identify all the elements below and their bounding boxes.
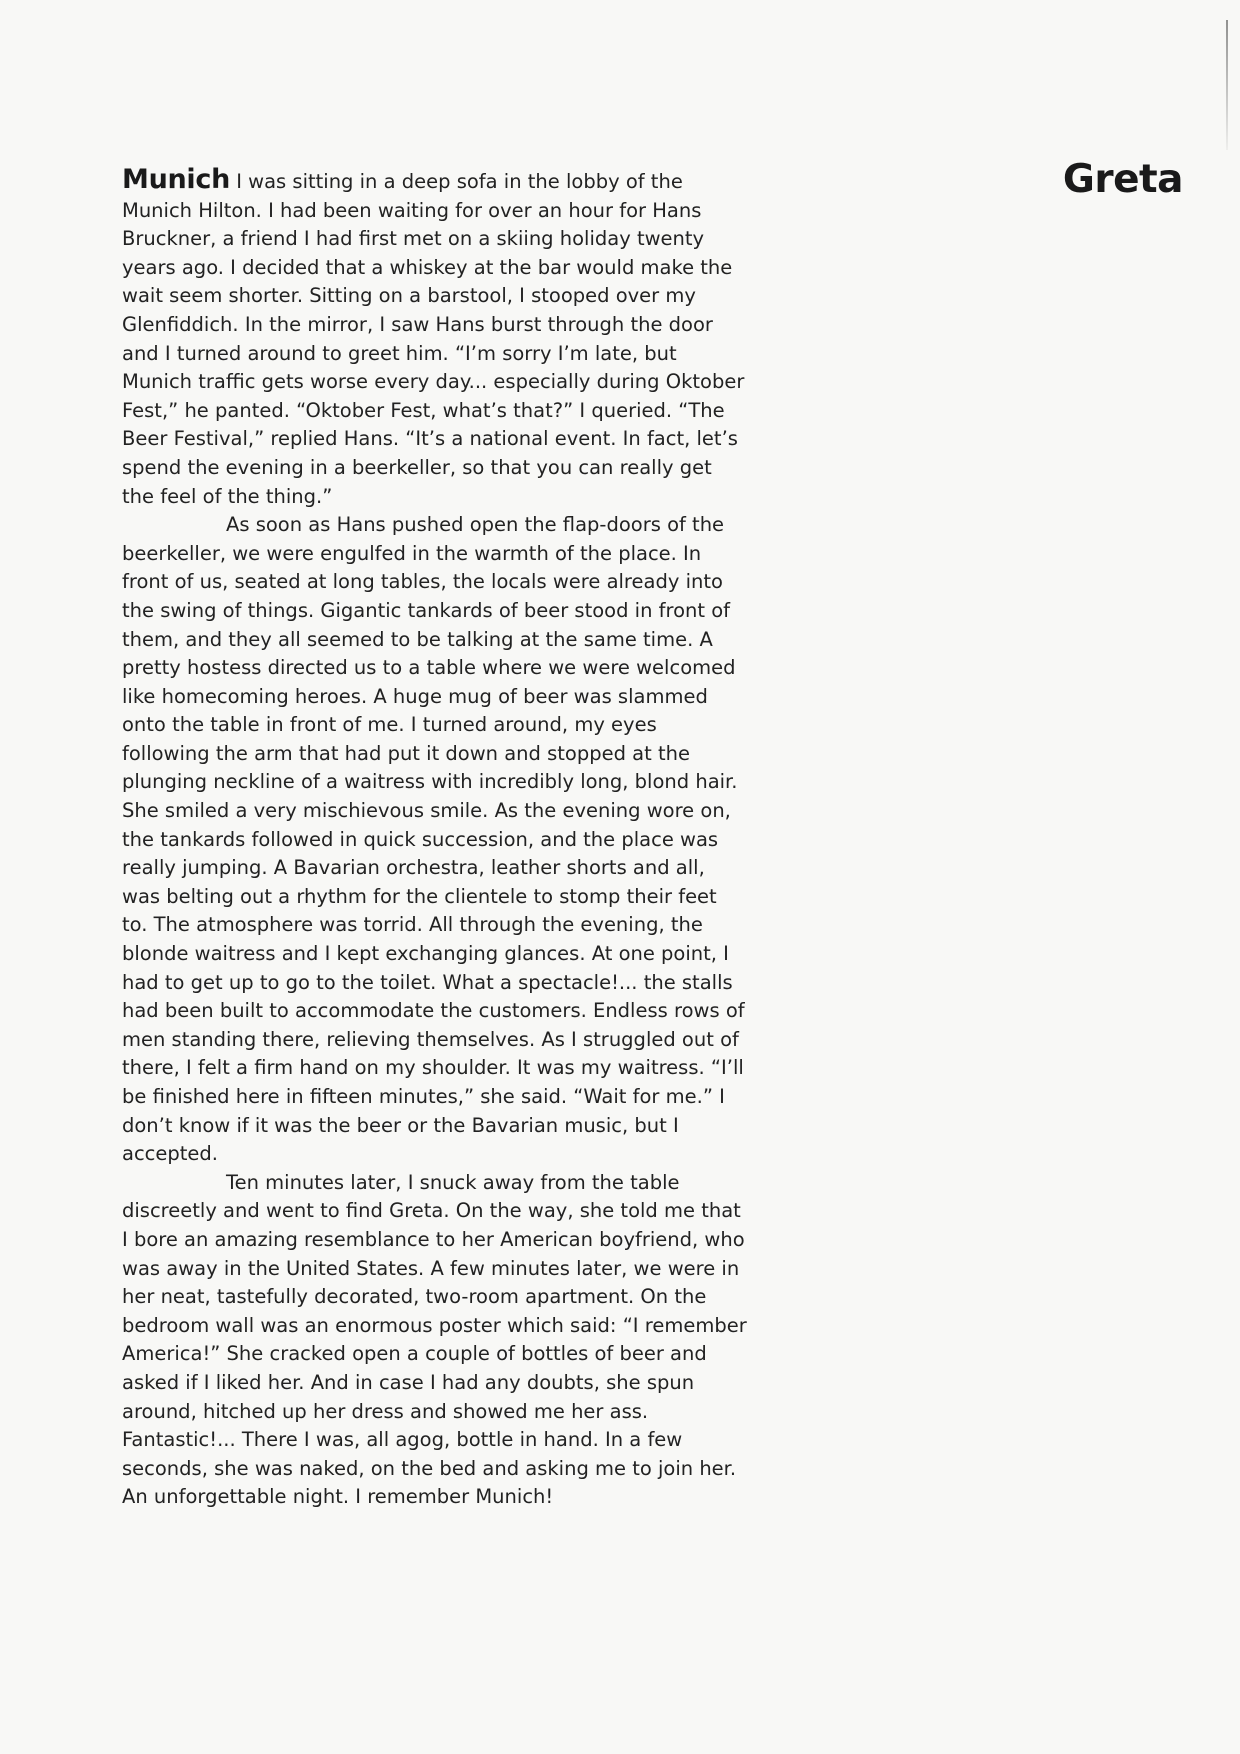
paragraph-3: Ten minutes later, I snuck away from the table discreetly and went to find Greta. On the way, she told me that I bore an amazing resemblance to her American boyfriend, who was away in the United States. A few minutes later, we were in her neat, tastefully decorated, two-room apartment. On the bedroom wall was an enormous poster which said: “I remember America!” She cracked open a couple of bottles of beer and asked if I liked her. And in case I had any doubts, she spun around, hitched up her dress and showed me her ass. Fantastic!... There I was, all agog, bottle in hand. In a few seconds, she was naked, on the bed and asking me to join her. An unforgettable night. I remember Munich!: [122, 1170, 747, 1509]
lead-word: Munich: [122, 164, 230, 195]
paragraph-1-text: I was sitting in a deep sofa in the lobby of the Munich Hilton. I had been waiting for over an hour for Hans Bruckner, a friend I had first met on a skiing holiday twenty years ago. I decided that a whiskey at the bar would make the wait seem shorter. Sitting on a barstool, I stooped over my Glenfiddich. In the mirror, I saw Hans burst through the door and I turned around to greet him. “I’m sorry I’m late, but Munich traffic gets worse every day... especially during Oktober Fest,” he panted. “Oktober Fest, what’s that?” I queried. “The Beer Festival,” replied Hans. “It’s a national event. In fact, let’s spend the evening in a beerkeller, so that you can really get the feel of the thing.”: [122, 170, 745, 508]
page-edge-shadow: [1226, 20, 1228, 150]
story-title: Greta: [1062, 157, 1183, 202]
story-body: [122, 166, 748, 1512]
paragraph-2: As soon as Hans pushed open the flap-doors of the beerkeller, we were engulfed in the warmth of the place. In front of us, seated at long tables, the locals were already into the swing of things. Gigantic tankards of beer stood in front of them, and they all seemed to be talking at the same time. A pretty hostess directed us to a table where we were welcomed like homecoming heroes. A huge mug of beer was slammed onto the table in front of me. I turned around, my eyes following the arm that had put it down and stopped at the plunging neckline of a waitress with incredibly long, blond hair. She smiled a very mischievous smile. As the evening wore on, the tankards followed in quick succession, and the place was really jumping. A Bavarian orchestra, leather shorts and all, was belting out a rhythm for the clientele to stomp their feet to. The atmosphere was torrid. All through the evening, the blonde waitress and I kept exchanging glances. At one point, I had to get up to go to the toilet. What a spectacle!... the stalls had been built to accommodate the customers. Endless rows of men standing there, relieving themselves. As I struggled out of there, I felt a firm hand on my shoulder. It was my waitress. “I’ll be finished here in fifteen minutes,” she said. “Wait for me.” I don’t know if it was the beer or the Bavarian music, but I accepted.: [122, 513, 745, 1166]
paragraph-1: [122, 166, 748, 511]
